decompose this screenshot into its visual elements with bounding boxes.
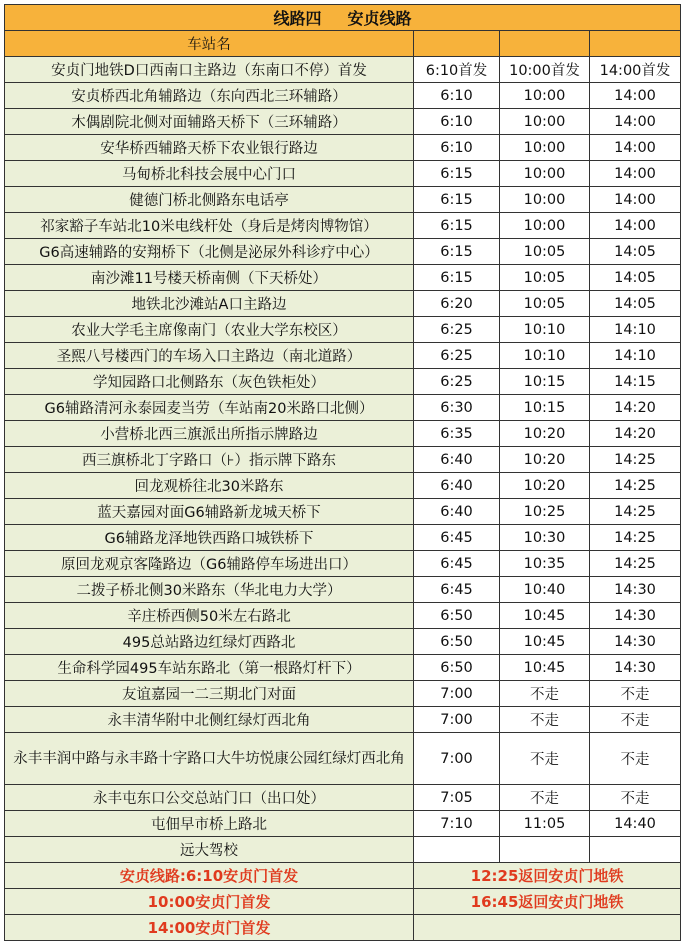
empty-header-cell — [414, 31, 500, 57]
station-name-cell: 马甸桥北科技会展中心门口 — [5, 161, 414, 187]
time-610-cell: 6:45 — [414, 525, 500, 551]
table-row — [5, 681, 681, 707]
time-1000-cell: 不走 — [500, 707, 590, 733]
time-1400-cell: 14:30 — [590, 655, 681, 681]
time-1400-cell: 14:00 — [590, 83, 681, 109]
time-1400-cell: 14:20 — [590, 421, 681, 447]
time-1000-cell: 10:05 — [500, 265, 590, 291]
station-name-cell: 蓝天嘉园对面G6辅路新龙城天桥下 — [5, 499, 414, 525]
time-1000-cell: 不走 — [500, 785, 590, 811]
station-name-cell: 回龙观桥往北30米路东 — [5, 473, 414, 499]
station-name-cell: 农业大学毛主席像南门（农业大学东校区） — [5, 317, 414, 343]
time-1000-cell: 不走 — [500, 681, 590, 707]
table-row — [5, 447, 681, 473]
station-name-cell: 木偶剧院北侧对面辅路天桥下（三环辅路） — [5, 109, 414, 135]
time-1400-cell: 不走 — [590, 681, 681, 707]
table-row — [5, 109, 681, 135]
time-1400-cell: 14:25 — [590, 525, 681, 551]
table-row — [5, 83, 681, 109]
time-1400-cell: 14:00 — [590, 109, 681, 135]
time-1000-cell: 10:10 — [500, 343, 590, 369]
table-row — [5, 291, 681, 317]
station-name-cell: 西三旗桥北丁字路口（⊦）指示牌下路东 — [5, 447, 414, 473]
time-1400-cell: 14:10 — [590, 343, 681, 369]
time-1000-cell: 10:15 — [500, 369, 590, 395]
time-1400-cell: 14:15 — [590, 369, 681, 395]
time-610-cell: 7:10 — [414, 811, 500, 837]
station-name-cell: 二拨子桥北侧30米路东（华北电力大学） — [5, 577, 414, 603]
time-1000-cell: 10:45 — [500, 603, 590, 629]
time-1400-cell: 14:00 — [590, 135, 681, 161]
time-1000-cell: 11:05 — [500, 811, 590, 837]
title-row — [5, 5, 681, 31]
table-row — [5, 135, 681, 161]
time-1400-cell: 不走 — [590, 785, 681, 811]
empty-header-cell — [500, 31, 590, 57]
table-row — [5, 837, 681, 863]
station-name-cell: 永丰丰润中路与永丰路十字路口大牛坊悦康公园红绿灯西北角 — [5, 733, 414, 785]
time-1000-cell: 10:15 — [500, 395, 590, 421]
table-row — [5, 733, 681, 785]
time-1400-cell: 14:25 — [590, 473, 681, 499]
station-name-cell: 地铁北沙滩站A口主路边 — [5, 291, 414, 317]
table-row — [5, 265, 681, 291]
time-610-cell: 6:25 — [414, 317, 500, 343]
time-610-cell: 7:05 — [414, 785, 500, 811]
time-1400-cell: 14:30 — [590, 629, 681, 655]
station-name-cell: 健德门桥北侧路东电话亭 — [5, 187, 414, 213]
time-610-cell: 6:40 — [414, 473, 500, 499]
station-name-cell: 祁家豁子车站北10米电线杆处（身后是烤肉博物馆） — [5, 213, 414, 239]
station-name-cell: 原回龙观京客隆路边（G6辅路停车场进出口） — [5, 551, 414, 577]
station-name-cell: 安华桥西辅路天桥下农业银行路边 — [5, 135, 414, 161]
time-1000-cell: 10:45 — [500, 629, 590, 655]
summary-row — [5, 915, 681, 941]
station-name-cell: 南沙滩11号楼天桥南侧（下天桥处） — [5, 265, 414, 291]
time-610-cell — [414, 837, 500, 863]
table-row — [5, 499, 681, 525]
time-1000-cell: 10:25 — [500, 499, 590, 525]
time-1400-cell: 14:10 — [590, 317, 681, 343]
route-number: 线路四 — [273, 9, 322, 28]
table-row — [5, 525, 681, 551]
time-610-cell: 6:35 — [414, 421, 500, 447]
table-row — [5, 655, 681, 681]
table-row — [5, 161, 681, 187]
station-name-cell: 辛庄桥西侧50米左右路北 — [5, 603, 414, 629]
time-610-cell: 7:00 — [414, 681, 500, 707]
time-610-cell: 6:15 — [414, 187, 500, 213]
table-row — [5, 317, 681, 343]
time-1000-cell: 10:00 — [500, 187, 590, 213]
time-1000-cell: 10:05 — [500, 291, 590, 317]
time-1000-cell: 10:00 — [500, 135, 590, 161]
time-1000-cell: 10:10 — [500, 317, 590, 343]
time-1000-cell: 10:20 — [500, 447, 590, 473]
time-1400-cell: 14:30 — [590, 603, 681, 629]
table-row — [5, 213, 681, 239]
time-1000-cell: 10:45 — [500, 655, 590, 681]
time-610-cell: 6:10 — [414, 83, 500, 109]
time-1000-cell: 10:05 — [500, 239, 590, 265]
time-1400-cell: 14:25 — [590, 447, 681, 473]
time-1000-cell: 10:40 — [500, 577, 590, 603]
table-row — [5, 811, 681, 837]
station-name-cell: G6高速辅路的安翔桥下（北侧是泌尿外科诊疗中心） — [5, 239, 414, 265]
departure-summary-cell: 安贞线路:6:10安贞门首发 — [5, 863, 414, 889]
table-row — [5, 239, 681, 265]
table-row — [5, 603, 681, 629]
table-row — [5, 395, 681, 421]
time-1400-cell: 14:00 — [590, 161, 681, 187]
return-summary-cell: 12:25返回安贞门地铁 — [414, 863, 681, 889]
time-1000-cell: 10:30 — [500, 525, 590, 551]
table-row — [5, 343, 681, 369]
time-1000-cell: 10:20 — [500, 473, 590, 499]
time-1400-cell: 14:30 — [590, 577, 681, 603]
summary-row — [5, 889, 681, 915]
time-610-cell: 6:15 — [414, 161, 500, 187]
table-row — [5, 421, 681, 447]
empty-header-cell — [590, 31, 681, 57]
table-row — [5, 707, 681, 733]
departure-summary-cell: 14:00安贞门首发 — [5, 915, 414, 941]
station-name-cell: 永丰清华附中北侧红绿灯西北角 — [5, 707, 414, 733]
station-name-cell: 远大驾校 — [5, 837, 414, 863]
table-row — [5, 57, 681, 83]
time-1400-cell: 14:20 — [590, 395, 681, 421]
station-column-header: 车站名 — [5, 31, 414, 57]
column-header-row — [5, 31, 681, 57]
time-1000-cell: 10:35 — [500, 551, 590, 577]
time-610-cell: 6:45 — [414, 551, 500, 577]
time-610-cell: 6:10 — [414, 135, 500, 161]
time-1000-cell: 10:00 — [500, 109, 590, 135]
station-name-cell: G6辅路龙泽地铁西路口城铁桥下 — [5, 525, 414, 551]
table-row — [5, 577, 681, 603]
table-row — [5, 785, 681, 811]
station-name-cell: 495总站路边红绿灯西路北 — [5, 629, 414, 655]
time-1000-cell: 10:00 — [500, 161, 590, 187]
time-610-cell: 6:10首发 — [414, 57, 500, 83]
time-1400-cell: 14:05 — [590, 265, 681, 291]
time-1400-cell: 14:05 — [590, 291, 681, 317]
time-610-cell: 6:50 — [414, 603, 500, 629]
time-1400-cell: 14:00 — [590, 213, 681, 239]
time-1400-cell: 14:00 — [590, 187, 681, 213]
station-name-cell: 学知园路口北侧路东（灰色铁柜处） — [5, 369, 414, 395]
station-name-cell: 生命科学园495车站东路北（第一根路灯杆下） — [5, 655, 414, 681]
time-610-cell: 6:20 — [414, 291, 500, 317]
time-610-cell: 6:25 — [414, 369, 500, 395]
time-1400-cell: 不走 — [590, 707, 681, 733]
station-name-cell: 安贞桥西北角辅路边（东向西北三环辅路） — [5, 83, 414, 109]
time-1000-cell — [500, 837, 590, 863]
time-1000-cell: 10:00首发 — [500, 57, 590, 83]
table-row — [5, 369, 681, 395]
station-name-cell: G6辅路清河永泰园麦当劳（车站南20米路口北侧） — [5, 395, 414, 421]
time-610-cell: 6:50 — [414, 655, 500, 681]
time-1400-cell: 14:40 — [590, 811, 681, 837]
time-610-cell: 6:15 — [414, 239, 500, 265]
time-610-cell: 7:00 — [414, 733, 500, 785]
time-1400-cell — [590, 837, 681, 863]
station-name-cell: 小营桥北西三旗派出所指示牌路边 — [5, 421, 414, 447]
time-610-cell: 6:10 — [414, 109, 500, 135]
bus-schedule-table — [4, 4, 681, 941]
time-1000-cell: 10:20 — [500, 421, 590, 447]
time-610-cell: 6:40 — [414, 499, 500, 525]
time-1400-cell: 14:25 — [590, 499, 681, 525]
time-1000-cell: 10:00 — [500, 83, 590, 109]
table-row — [5, 551, 681, 577]
time-610-cell: 7:00 — [414, 707, 500, 733]
time-1000-cell: 不走 — [500, 733, 590, 785]
table-row — [5, 473, 681, 499]
time-1000-cell: 10:00 — [500, 213, 590, 239]
time-610-cell: 6:40 — [414, 447, 500, 473]
departure-summary-cell: 10:00安贞门首发 — [5, 889, 414, 915]
station-name-cell: 友谊嘉园一二三期北门对面 — [5, 681, 414, 707]
station-name-cell: 安贞门地铁D口西南口主路边（东南口不停）首发 — [5, 57, 414, 83]
table-row — [5, 187, 681, 213]
return-summary-cell — [414, 915, 681, 941]
time-610-cell: 6:50 — [414, 629, 500, 655]
station-name-cell: 屯佃早市桥上路北 — [5, 811, 414, 837]
table-row — [5, 629, 681, 655]
time-610-cell: 6:15 — [414, 213, 500, 239]
line-name: 安贞线路 — [347, 9, 412, 28]
summary-row — [5, 863, 681, 889]
time-610-cell: 6:15 — [414, 265, 500, 291]
station-name-cell: 永丰屯东口公交总站门口（出口处） — [5, 785, 414, 811]
time-1400-cell: 14:25 — [590, 551, 681, 577]
table-title — [5, 5, 681, 31]
station-name-cell: 圣熙八号楼西门的车场入口主路边（南北道路） — [5, 343, 414, 369]
time-610-cell: 6:25 — [414, 343, 500, 369]
return-summary-cell: 16:45返回安贞门地铁 — [414, 889, 681, 915]
time-1400-cell: 14:00首发 — [590, 57, 681, 83]
time-610-cell: 6:30 — [414, 395, 500, 421]
time-610-cell: 6:45 — [414, 577, 500, 603]
time-1400-cell: 14:05 — [590, 239, 681, 265]
time-1400-cell: 不走 — [590, 733, 681, 785]
